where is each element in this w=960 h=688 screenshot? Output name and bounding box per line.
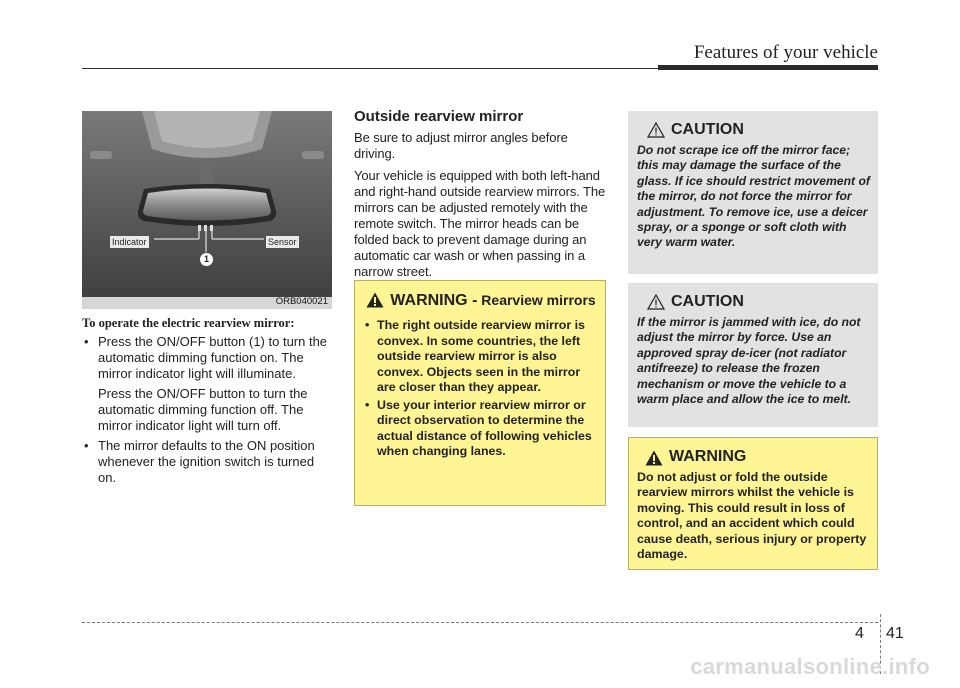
caution-box-ice-scraping [628,111,878,274]
sensor-label: Sensor [268,237,297,247]
caution-title: CAUTION [671,121,744,138]
outside-mirror-section [354,108,606,280]
caution-text: If the mirror is jammed with ice, do not adjust the mirror by force. Use an approved spray de-icer (not radiator antifreeze) to release the frozen mechanism or move the vehicle to a warm place and allow the ice to melt. [637,315,861,407]
section-heading: Outside rearview mirror [354,108,524,125]
warning-item: • The right outside rearview mirror is convex. In some countries, the left outside rearview mirror is also convex. Objects seen in the mirror are closer than they appear. [365,318,597,396]
warning-item: • Use your interior rearview mirror or direct observation to determine the actual distance of following vehicles when changing lanes. [365,398,597,460]
warning-subtitle: Rearview mirrors [477,292,596,308]
page-header-title: Features of your vehicle [693,42,878,63]
section-heading: To operate the electric rearview mirror: [82,316,295,330]
indicator-label: Indicator [112,237,147,247]
rearview-mirror-figure [82,111,332,309]
warning-title: WARNING [669,448,747,465]
warning-box-folding [628,437,878,570]
watermark: carmanualsonline.info [690,654,930,679]
caution-heading [647,121,870,139]
header-rule-accent [658,65,878,70]
page-number: 41 [886,625,904,642]
warning-triangle-icon [645,450,663,466]
warning-title: WARNING - [390,292,478,309]
list-item: • Press the ON/OFF button (1) to turn the automatic dimming function on. The mirror indicator light will illuminate. [82,334,334,382]
list-item: • The mirror defaults to the ON position whenever the ignition switch is turned on. [82,438,334,486]
body-paragraph: Your vehicle is equipped with both left-hand and right-hand outside rearview mirrors. The mirrors can be adjusted remotely with the remote switch. The mirror heads can be folded back to prevent damage during an automatic car wash or when passing in a narrow street. [354,168,606,279]
caution-triangle-icon [647,122,665,138]
warning-heading [645,448,869,466]
footer-rule [82,622,878,623]
warning-heading [365,291,597,310]
warning-text: Do not adjust or fold the outside rearview mirrors whilst the vehicle is moving. This could result in loss of control, and an accident which could cause death, serious injury or property damage. [637,470,867,562]
body-paragraph: Be sure to adjust mirror angles before driving. [354,130,568,161]
caution-text: Do not scrape ice off the mirror face; this may damage the surface of the glass. If ice should restrict movement of the mirror, do not force the mirror for adjustment. To remove ice, use a deicer spray, or a sponge or soft cloth with very warm water. [637,143,870,250]
warning-triangle-icon [366,292,384,308]
list-item-continuation: Press the ON/OFF button to turn the automatic dimming function off. The mirror indicator light will turn off. [98,386,308,433]
caution-triangle-icon [647,294,665,310]
chapter-number: 4 [855,625,864,642]
callout-number: 1 [200,253,213,266]
mirror-illustration [82,111,332,309]
warning-box-rearview-mirrors [354,280,606,506]
electric-mirror-instructions [82,315,334,486]
figure-code: ORB040021 [275,296,328,307]
caution-box-jammed-mirror [628,283,878,427]
caution-title: CAUTION [671,293,744,310]
caution-heading [647,293,870,311]
